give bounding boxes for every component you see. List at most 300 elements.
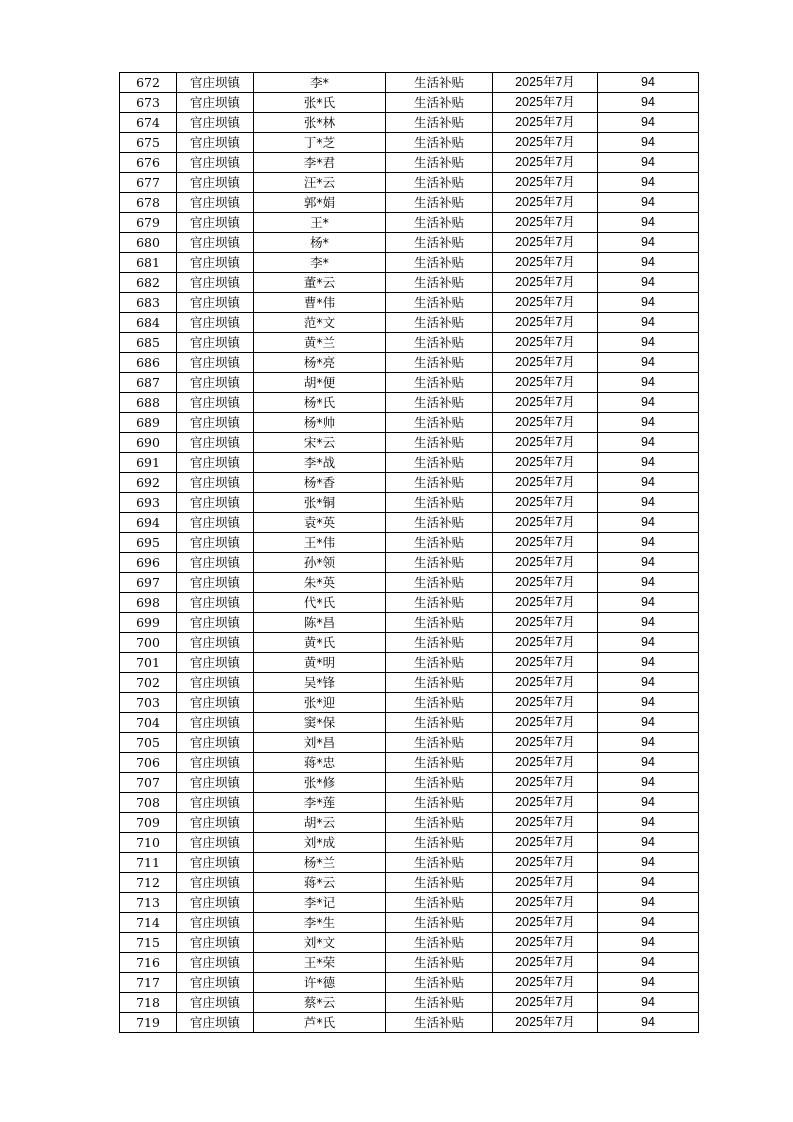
period-cell: 2025年7月 bbox=[493, 393, 598, 413]
town-cell: 官庄坝镇 bbox=[177, 553, 254, 573]
recipient-name-cell: 代*氏 bbox=[254, 593, 386, 613]
amount-cell: 94 bbox=[598, 253, 699, 273]
amount-cell: 94 bbox=[598, 673, 699, 693]
amount-cell: 94 bbox=[598, 473, 699, 493]
amount-cell: 94 bbox=[598, 493, 699, 513]
row-number-cell: 714 bbox=[120, 913, 177, 933]
subsidy-type-cell: 生活补贴 bbox=[386, 393, 493, 413]
town-cell: 官庄坝镇 bbox=[177, 653, 254, 673]
table-row bbox=[120, 573, 699, 593]
table-row bbox=[120, 953, 699, 973]
amount-cell: 94 bbox=[598, 173, 699, 193]
town-cell: 官庄坝镇 bbox=[177, 593, 254, 613]
recipient-name-cell: 许*德 bbox=[254, 973, 386, 993]
town-cell: 官庄坝镇 bbox=[177, 353, 254, 373]
amount-cell: 94 bbox=[598, 73, 699, 93]
subsidy-type-cell: 生活补贴 bbox=[386, 253, 493, 273]
town-cell: 官庄坝镇 bbox=[177, 253, 254, 273]
town-cell: 官庄坝镇 bbox=[177, 393, 254, 413]
recipient-name-cell: 胡*便 bbox=[254, 373, 386, 393]
period-cell: 2025年7月 bbox=[493, 313, 598, 333]
subsidy-type-cell: 生活补贴 bbox=[386, 833, 493, 853]
period-cell: 2025年7月 bbox=[493, 153, 598, 173]
recipient-name-cell: 杨*亮 bbox=[254, 353, 386, 373]
subsidy-type-cell: 生活补贴 bbox=[386, 633, 493, 653]
town-cell: 官庄坝镇 bbox=[177, 473, 254, 493]
table-row bbox=[120, 173, 699, 193]
table-row bbox=[120, 513, 699, 533]
period-cell: 2025年7月 bbox=[493, 993, 598, 1013]
subsidy-type-cell: 生活补贴 bbox=[386, 513, 493, 533]
amount-cell: 94 bbox=[598, 573, 699, 593]
amount-cell: 94 bbox=[598, 653, 699, 673]
period-cell: 2025年7月 bbox=[493, 593, 598, 613]
table-row bbox=[120, 613, 699, 633]
recipient-name-cell: 杨* bbox=[254, 233, 386, 253]
period-cell: 2025年7月 bbox=[493, 173, 598, 193]
period-cell: 2025年7月 bbox=[493, 333, 598, 353]
amount-cell: 94 bbox=[598, 913, 699, 933]
row-number-cell: 701 bbox=[120, 653, 177, 673]
town-cell: 官庄坝镇 bbox=[177, 93, 254, 113]
period-cell: 2025年7月 bbox=[493, 73, 598, 93]
recipient-name-cell: 陈*昌 bbox=[254, 613, 386, 633]
amount-cell: 94 bbox=[598, 273, 699, 293]
period-cell: 2025年7月 bbox=[493, 793, 598, 813]
recipient-name-cell: 张*氏 bbox=[254, 93, 386, 113]
period-cell: 2025年7月 bbox=[493, 513, 598, 533]
row-number-cell: 707 bbox=[120, 773, 177, 793]
period-cell: 2025年7月 bbox=[493, 953, 598, 973]
subsidy-type-cell: 生活补贴 bbox=[386, 213, 493, 233]
subsidy-type-cell: 生活补贴 bbox=[386, 733, 493, 753]
subsidy-type-cell: 生活补贴 bbox=[386, 353, 493, 373]
row-number-cell: 681 bbox=[120, 253, 177, 273]
period-cell: 2025年7月 bbox=[493, 473, 598, 493]
amount-cell: 94 bbox=[598, 513, 699, 533]
town-cell: 官庄坝镇 bbox=[177, 953, 254, 973]
amount-cell: 94 bbox=[598, 113, 699, 133]
row-number-cell: 691 bbox=[120, 453, 177, 473]
town-cell: 官庄坝镇 bbox=[177, 833, 254, 853]
recipient-name-cell: 王*荣 bbox=[254, 953, 386, 973]
subsidy-type-cell: 生活补贴 bbox=[386, 133, 493, 153]
table-row bbox=[120, 633, 699, 653]
row-number-cell: 694 bbox=[120, 513, 177, 533]
subsidy-type-cell: 生活补贴 bbox=[386, 713, 493, 733]
amount-cell: 94 bbox=[598, 133, 699, 153]
row-number-cell: 704 bbox=[120, 713, 177, 733]
row-number-cell: 718 bbox=[120, 993, 177, 1013]
recipient-name-cell: 蔡*云 bbox=[254, 993, 386, 1013]
row-number-cell: 682 bbox=[120, 273, 177, 293]
town-cell: 官庄坝镇 bbox=[177, 773, 254, 793]
recipient-name-cell: 张*铜 bbox=[254, 493, 386, 513]
recipient-name-cell: 窦*保 bbox=[254, 713, 386, 733]
row-number-cell: 706 bbox=[120, 753, 177, 773]
town-cell: 官庄坝镇 bbox=[177, 73, 254, 93]
row-number-cell: 713 bbox=[120, 893, 177, 913]
row-number-cell: 692 bbox=[120, 473, 177, 493]
row-number-cell: 703 bbox=[120, 693, 177, 713]
recipient-name-cell: 袁*英 bbox=[254, 513, 386, 533]
subsidy-type-cell: 生活补贴 bbox=[386, 233, 493, 253]
subsidy-type-cell: 生活补贴 bbox=[386, 373, 493, 393]
town-cell: 官庄坝镇 bbox=[177, 513, 254, 533]
amount-cell: 94 bbox=[598, 1013, 699, 1033]
subsidy-type-cell: 生活补贴 bbox=[386, 673, 493, 693]
period-cell: 2025年7月 bbox=[493, 753, 598, 773]
town-cell: 官庄坝镇 bbox=[177, 793, 254, 813]
period-cell: 2025年7月 bbox=[493, 453, 598, 473]
subsidy-type-cell: 生活补贴 bbox=[386, 893, 493, 913]
town-cell: 官庄坝镇 bbox=[177, 113, 254, 133]
recipient-name-cell: 芦*氏 bbox=[254, 1013, 386, 1033]
table-row bbox=[120, 273, 699, 293]
row-number-cell: 715 bbox=[120, 933, 177, 953]
town-cell: 官庄坝镇 bbox=[177, 933, 254, 953]
table-row bbox=[120, 413, 699, 433]
table-row bbox=[120, 593, 699, 613]
town-cell: 官庄坝镇 bbox=[177, 913, 254, 933]
amount-cell: 94 bbox=[598, 613, 699, 633]
subsidy-type-cell: 生活补贴 bbox=[386, 913, 493, 933]
table-row bbox=[120, 973, 699, 993]
recipient-name-cell: 曹*伟 bbox=[254, 293, 386, 313]
table-row bbox=[120, 833, 699, 853]
table-row bbox=[120, 153, 699, 173]
row-number-cell: 680 bbox=[120, 233, 177, 253]
town-cell: 官庄坝镇 bbox=[177, 693, 254, 713]
table-row bbox=[120, 333, 699, 353]
period-cell: 2025年7月 bbox=[493, 773, 598, 793]
period-cell: 2025年7月 bbox=[493, 933, 598, 953]
amount-cell: 94 bbox=[598, 313, 699, 333]
table-row bbox=[120, 473, 699, 493]
table-row bbox=[120, 993, 699, 1013]
table-row bbox=[120, 533, 699, 553]
period-cell: 2025年7月 bbox=[493, 673, 598, 693]
row-number-cell: 674 bbox=[120, 113, 177, 133]
period-cell: 2025年7月 bbox=[493, 413, 598, 433]
table-row bbox=[120, 93, 699, 113]
row-number-cell: 672 bbox=[120, 73, 177, 93]
subsidy-type-cell: 生活补贴 bbox=[386, 793, 493, 813]
recipient-name-cell: 李*莲 bbox=[254, 793, 386, 813]
period-cell: 2025年7月 bbox=[493, 633, 598, 653]
town-cell: 官庄坝镇 bbox=[177, 713, 254, 733]
recipient-name-cell: 黄*明 bbox=[254, 653, 386, 673]
town-cell: 官庄坝镇 bbox=[177, 753, 254, 773]
recipient-name-cell: 孙*领 bbox=[254, 553, 386, 573]
town-cell: 官庄坝镇 bbox=[177, 873, 254, 893]
town-cell: 官庄坝镇 bbox=[177, 233, 254, 253]
table-row bbox=[120, 253, 699, 273]
town-cell: 官庄坝镇 bbox=[177, 173, 254, 193]
amount-cell: 94 bbox=[598, 413, 699, 433]
period-cell: 2025年7月 bbox=[493, 233, 598, 253]
table-row bbox=[120, 293, 699, 313]
amount-cell: 94 bbox=[598, 333, 699, 353]
period-cell: 2025年7月 bbox=[493, 273, 598, 293]
amount-cell: 94 bbox=[598, 753, 699, 773]
subsidy-type-cell: 生活补贴 bbox=[386, 1013, 493, 1033]
row-number-cell: 695 bbox=[120, 533, 177, 553]
town-cell: 官庄坝镇 bbox=[177, 633, 254, 653]
row-number-cell: 717 bbox=[120, 973, 177, 993]
table-row bbox=[120, 733, 699, 753]
row-number-cell: 684 bbox=[120, 313, 177, 333]
subsidy-table-body bbox=[120, 73, 699, 1033]
table-row bbox=[120, 233, 699, 253]
subsidy-type-cell: 生活补贴 bbox=[386, 293, 493, 313]
subsidy-type-cell: 生活补贴 bbox=[386, 173, 493, 193]
amount-cell: 94 bbox=[598, 853, 699, 873]
table-row bbox=[120, 653, 699, 673]
table-row bbox=[120, 693, 699, 713]
amount-cell: 94 bbox=[598, 593, 699, 613]
subsidy-type-cell: 生活补贴 bbox=[386, 693, 493, 713]
town-cell: 官庄坝镇 bbox=[177, 293, 254, 313]
town-cell: 官庄坝镇 bbox=[177, 453, 254, 473]
recipient-name-cell: 刘*昌 bbox=[254, 733, 386, 753]
row-number-cell: 677 bbox=[120, 173, 177, 193]
recipient-name-cell: 李*记 bbox=[254, 893, 386, 913]
amount-cell: 94 bbox=[598, 213, 699, 233]
subsidy-type-cell: 生活补贴 bbox=[386, 653, 493, 673]
subsidy-type-cell: 生活补贴 bbox=[386, 933, 493, 953]
subsidy-type-cell: 生活补贴 bbox=[386, 313, 493, 333]
subsidy-type-cell: 生活补贴 bbox=[386, 433, 493, 453]
row-number-cell: 688 bbox=[120, 393, 177, 413]
recipient-name-cell: 郭*娟 bbox=[254, 193, 386, 213]
table-row bbox=[120, 673, 699, 693]
row-number-cell: 700 bbox=[120, 633, 177, 653]
period-cell: 2025年7月 bbox=[493, 573, 598, 593]
town-cell: 官庄坝镇 bbox=[177, 493, 254, 513]
row-number-cell: 705 bbox=[120, 733, 177, 753]
period-cell: 2025年7月 bbox=[493, 833, 598, 853]
town-cell: 官庄坝镇 bbox=[177, 673, 254, 693]
recipient-name-cell: 丁*芝 bbox=[254, 133, 386, 153]
town-cell: 官庄坝镇 bbox=[177, 813, 254, 833]
recipient-name-cell: 杨*氏 bbox=[254, 393, 386, 413]
period-cell: 2025年7月 bbox=[493, 373, 598, 393]
row-number-cell: 693 bbox=[120, 493, 177, 513]
table-row bbox=[120, 373, 699, 393]
period-cell: 2025年7月 bbox=[493, 353, 598, 373]
row-number-cell: 686 bbox=[120, 353, 177, 373]
row-number-cell: 678 bbox=[120, 193, 177, 213]
town-cell: 官庄坝镇 bbox=[177, 133, 254, 153]
table-row bbox=[120, 453, 699, 473]
row-number-cell: 676 bbox=[120, 153, 177, 173]
row-number-cell: 689 bbox=[120, 413, 177, 433]
recipient-name-cell: 刘*文 bbox=[254, 933, 386, 953]
recipient-name-cell: 朱*英 bbox=[254, 573, 386, 593]
town-cell: 官庄坝镇 bbox=[177, 973, 254, 993]
table-row bbox=[120, 713, 699, 733]
subsidy-type-cell: 生活补贴 bbox=[386, 813, 493, 833]
row-number-cell: 711 bbox=[120, 853, 177, 873]
amount-cell: 94 bbox=[598, 373, 699, 393]
table-row bbox=[120, 353, 699, 373]
town-cell: 官庄坝镇 bbox=[177, 573, 254, 593]
amount-cell: 94 bbox=[598, 773, 699, 793]
recipient-name-cell: 张*修 bbox=[254, 773, 386, 793]
town-cell: 官庄坝镇 bbox=[177, 273, 254, 293]
period-cell: 2025年7月 bbox=[493, 973, 598, 993]
subsidy-type-cell: 生活补贴 bbox=[386, 753, 493, 773]
row-number-cell: 708 bbox=[120, 793, 177, 813]
town-cell: 官庄坝镇 bbox=[177, 333, 254, 353]
amount-cell: 94 bbox=[598, 833, 699, 853]
period-cell: 2025年7月 bbox=[493, 113, 598, 133]
subsidy-type-cell: 生活补贴 bbox=[386, 73, 493, 93]
amount-cell: 94 bbox=[598, 353, 699, 373]
table-row bbox=[120, 1013, 699, 1033]
recipient-name-cell: 杨*兰 bbox=[254, 853, 386, 873]
amount-cell: 94 bbox=[598, 713, 699, 733]
recipient-name-cell: 张*林 bbox=[254, 113, 386, 133]
period-cell: 2025年7月 bbox=[493, 493, 598, 513]
period-cell: 2025年7月 bbox=[493, 813, 598, 833]
period-cell: 2025年7月 bbox=[493, 733, 598, 753]
amount-cell: 94 bbox=[598, 533, 699, 553]
town-cell: 官庄坝镇 bbox=[177, 1013, 254, 1033]
subsidy-type-cell: 生活补贴 bbox=[386, 153, 493, 173]
recipient-name-cell: 蒋*忠 bbox=[254, 753, 386, 773]
table-row bbox=[120, 933, 699, 953]
amount-cell: 94 bbox=[598, 813, 699, 833]
recipient-name-cell: 李*君 bbox=[254, 153, 386, 173]
recipient-name-cell: 杨*香 bbox=[254, 473, 386, 493]
row-number-cell: 709 bbox=[120, 813, 177, 833]
amount-cell: 94 bbox=[598, 793, 699, 813]
period-cell: 2025年7月 bbox=[493, 893, 598, 913]
row-number-cell: 712 bbox=[120, 873, 177, 893]
subsidy-type-cell: 生活补贴 bbox=[386, 413, 493, 433]
row-number-cell: 673 bbox=[120, 93, 177, 113]
table-row bbox=[120, 813, 699, 833]
subsidy-type-cell: 生活补贴 bbox=[386, 473, 493, 493]
period-cell: 2025年7月 bbox=[493, 133, 598, 153]
town-cell: 官庄坝镇 bbox=[177, 313, 254, 333]
town-cell: 官庄坝镇 bbox=[177, 893, 254, 913]
row-number-cell: 696 bbox=[120, 553, 177, 573]
row-number-cell: 685 bbox=[120, 333, 177, 353]
subsidy-type-cell: 生活补贴 bbox=[386, 853, 493, 873]
amount-cell: 94 bbox=[598, 733, 699, 753]
period-cell: 2025年7月 bbox=[493, 193, 598, 213]
table-row bbox=[120, 133, 699, 153]
period-cell: 2025年7月 bbox=[493, 553, 598, 573]
recipient-name-cell: 刘*成 bbox=[254, 833, 386, 853]
recipient-name-cell: 李*生 bbox=[254, 913, 386, 933]
table-row bbox=[120, 493, 699, 513]
amount-cell: 94 bbox=[598, 433, 699, 453]
table-row bbox=[120, 213, 699, 233]
town-cell: 官庄坝镇 bbox=[177, 193, 254, 213]
amount-cell: 94 bbox=[598, 933, 699, 953]
period-cell: 2025年7月 bbox=[493, 693, 598, 713]
table-row bbox=[120, 793, 699, 813]
period-cell: 2025年7月 bbox=[493, 93, 598, 113]
period-cell: 2025年7月 bbox=[493, 613, 598, 633]
subsidy-type-cell: 生活补贴 bbox=[386, 113, 493, 133]
recipient-name-cell: 黄*兰 bbox=[254, 333, 386, 353]
amount-cell: 94 bbox=[598, 873, 699, 893]
subsidy-type-cell: 生活补贴 bbox=[386, 93, 493, 113]
row-number-cell: 683 bbox=[120, 293, 177, 313]
subsidy-type-cell: 生活补贴 bbox=[386, 593, 493, 613]
amount-cell: 94 bbox=[598, 193, 699, 213]
table-row bbox=[120, 773, 699, 793]
row-number-cell: 716 bbox=[120, 953, 177, 973]
subsidy-type-cell: 生活补贴 bbox=[386, 533, 493, 553]
table-row bbox=[120, 313, 699, 333]
row-number-cell: 687 bbox=[120, 373, 177, 393]
recipient-name-cell: 王*伟 bbox=[254, 533, 386, 553]
town-cell: 官庄坝镇 bbox=[177, 413, 254, 433]
amount-cell: 94 bbox=[598, 293, 699, 313]
period-cell: 2025年7月 bbox=[493, 533, 598, 553]
period-cell: 2025年7月 bbox=[493, 853, 598, 873]
amount-cell: 94 bbox=[598, 633, 699, 653]
amount-cell: 94 bbox=[598, 993, 699, 1013]
amount-cell: 94 bbox=[598, 153, 699, 173]
town-cell: 官庄坝镇 bbox=[177, 853, 254, 873]
amount-cell: 94 bbox=[598, 693, 699, 713]
table-row bbox=[120, 753, 699, 773]
amount-cell: 94 bbox=[598, 453, 699, 473]
recipient-name-cell: 张*迎 bbox=[254, 693, 386, 713]
amount-cell: 94 bbox=[598, 393, 699, 413]
recipient-name-cell: 李* bbox=[254, 73, 386, 93]
row-number-cell: 697 bbox=[120, 573, 177, 593]
row-number-cell: 698 bbox=[120, 593, 177, 613]
recipient-name-cell: 宋*云 bbox=[254, 433, 386, 453]
subsidy-type-cell: 生活补贴 bbox=[386, 333, 493, 353]
period-cell: 2025年7月 bbox=[493, 293, 598, 313]
table-row bbox=[120, 393, 699, 413]
subsidy-type-cell: 生活补贴 bbox=[386, 973, 493, 993]
table-row bbox=[120, 873, 699, 893]
period-cell: 2025年7月 bbox=[493, 213, 598, 233]
town-cell: 官庄坝镇 bbox=[177, 433, 254, 453]
row-number-cell: 702 bbox=[120, 673, 177, 693]
table-row bbox=[120, 433, 699, 453]
recipient-name-cell: 汪*云 bbox=[254, 173, 386, 193]
subsidy-type-cell: 生活补贴 bbox=[386, 273, 493, 293]
period-cell: 2025年7月 bbox=[493, 433, 598, 453]
period-cell: 2025年7月 bbox=[493, 1013, 598, 1033]
subsidy-type-cell: 生活补贴 bbox=[386, 553, 493, 573]
subsidy-type-cell: 生活补贴 bbox=[386, 613, 493, 633]
subsidy-type-cell: 生活补贴 bbox=[386, 953, 493, 973]
recipient-name-cell: 王* bbox=[254, 213, 386, 233]
recipient-name-cell: 董*云 bbox=[254, 273, 386, 293]
subsidy-type-cell: 生活补贴 bbox=[386, 873, 493, 893]
recipient-name-cell: 吴*锋 bbox=[254, 673, 386, 693]
period-cell: 2025年7月 bbox=[493, 713, 598, 733]
town-cell: 官庄坝镇 bbox=[177, 613, 254, 633]
table-row bbox=[120, 893, 699, 913]
amount-cell: 94 bbox=[598, 93, 699, 113]
subsidy-type-cell: 生活补贴 bbox=[386, 193, 493, 213]
town-cell: 官庄坝镇 bbox=[177, 153, 254, 173]
recipient-name-cell: 黄*氏 bbox=[254, 633, 386, 653]
